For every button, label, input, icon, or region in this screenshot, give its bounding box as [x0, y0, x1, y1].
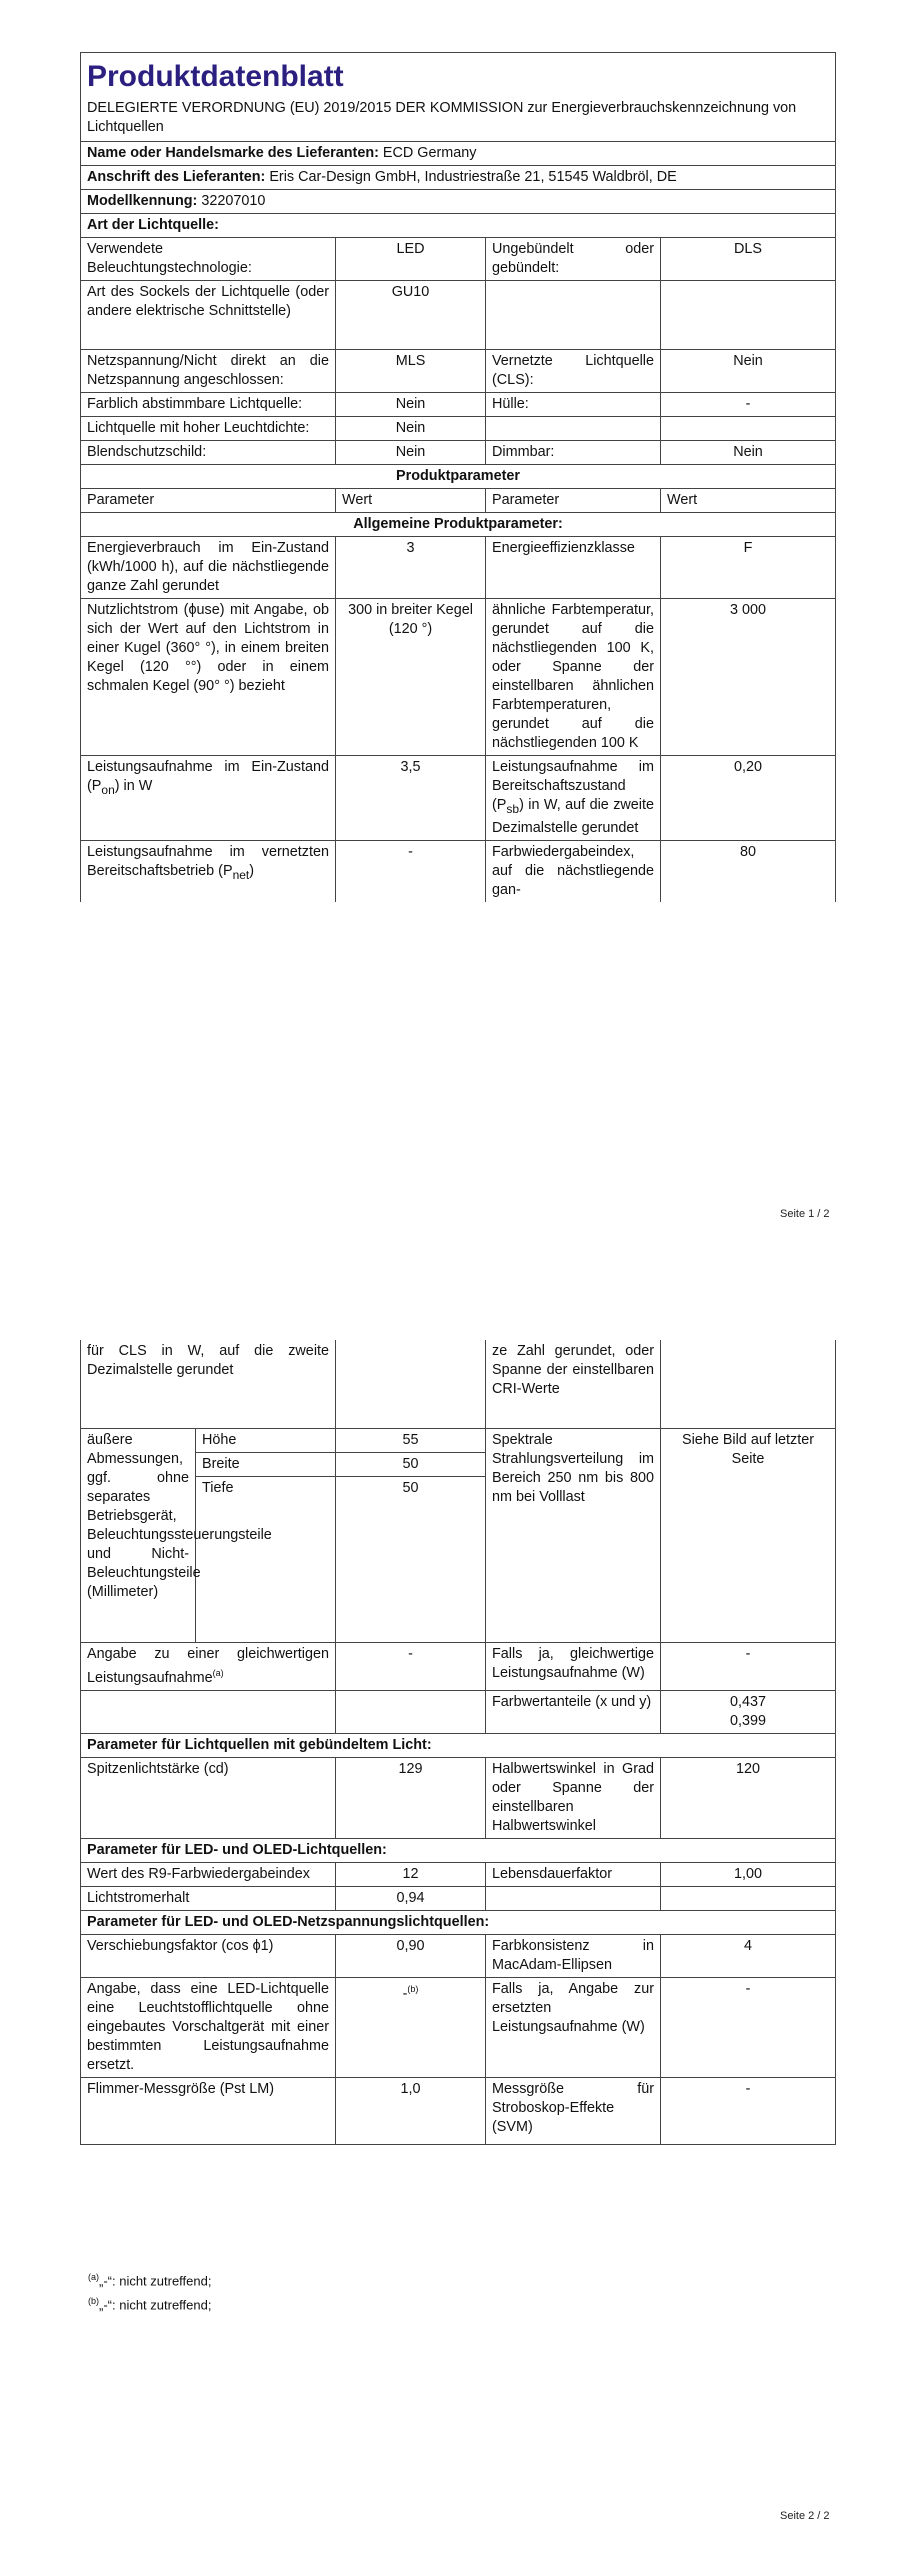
empty-cell	[336, 1690, 486, 1733]
empty-cell	[486, 281, 661, 350]
model-value: 32207010	[201, 193, 266, 209]
color-consistency-value: 4	[661, 1934, 836, 1977]
envelope-label: Hülle:	[486, 393, 661, 417]
directional-heading: Parameter für Lichtquellen mit gebündeltem Licht:	[81, 1733, 836, 1757]
width-label: Breite	[196, 1453, 336, 1477]
equivalent-power-yes-label: Falls ja, gleichwertige Leistungsaufnahme (W)	[486, 1643, 661, 1691]
high-luminance-label: Lichtquelle mit hoher Leuchtdichte:	[81, 417, 336, 441]
height-label: Höhe	[196, 1429, 336, 1453]
networked-standby-label: Leistungsaufnahme im vernetzten Bereitschaftsbetrieb $(P_{net})$	[81, 840, 336, 902]
mains-value: MLS	[336, 350, 486, 393]
power-on-label: Leistungsaufnahme im Ein-Zustand $(P_{on})$ in W	[81, 756, 336, 841]
peak-intensity-value: 129	[336, 1757, 486, 1838]
beam-angle-label: Halbwertswinkel in Grad oder Spanne der einstellbaren Halbwertswinkel	[486, 1757, 661, 1838]
spectral-distribution-label: Spektrale Strahlungsverteilung im Bereich 250 nm bis 800 nm bei Volllast	[486, 1429, 661, 1643]
color-consistency-label: Farbkonsistenz in MacAdam-Ellipsen	[486, 1934, 661, 1977]
lumen-maintenance-label: Lichtstromerhalt	[81, 1886, 336, 1910]
equivalent-power-label: Angabe zu einer gleichwertigen Leistungsaufnahme$^{(a)}$	[81, 1643, 336, 1691]
glare-shield-value: Nein	[336, 441, 486, 465]
power-factor-value: 0,90	[336, 1934, 486, 1977]
supplier-name-label: Name oder Handelsmarke des Lieferanten:	[87, 145, 379, 161]
useful-flux-value: 300 in breiter Kegel (120 °)	[336, 599, 486, 756]
col-header-param: Parameter	[486, 489, 661, 513]
spectral-distribution-value: Siehe Bild auf letzter Seite	[661, 1429, 836, 1643]
empty-cell	[661, 417, 836, 441]
page-number-2: Seite 2 / 2	[780, 2510, 830, 2522]
height-value: 55	[336, 1429, 486, 1453]
replacement-label: Angabe, dass eine LED-Lichtquelle eine Leuchtstofflichtquelle ohne eingebautes Vorschaltgerät mit einer bestimmten Leistungsaufnahme ersetzt.	[81, 1977, 336, 2077]
energy-consumption-value: 3	[336, 537, 486, 599]
empty-cell	[661, 1886, 836, 1910]
r9-value: 12	[336, 1862, 486, 1886]
datasheet-table-part2	[80, 1340, 836, 2145]
led-heading: Parameter für LED- und OLED-Lichtquellen:	[81, 1838, 836, 1862]
networked-standby-label-cont: für CLS in W, auf die zweite Dezimalstelle gerundet	[81, 1340, 336, 1429]
product-params-heading: Produktparameter	[81, 465, 836, 489]
cri-value: 80	[661, 840, 836, 902]
standby-power-label: Leistungsaufnahme im Bereitschaftszustand $(P_{sb})$ in W, auf die zweite Dezimalstelle gerundet	[486, 756, 661, 841]
tech-value: LED	[336, 238, 486, 281]
col-header-value: Wert	[661, 489, 836, 513]
dimmable-value: Nein	[661, 441, 836, 465]
supplier-name-value: ECD Germany	[382, 145, 477, 161]
equivalent-power-yes-value: -	[661, 1643, 836, 1691]
page-title: Produktdatenblatt	[87, 60, 344, 93]
model-row	[81, 190, 836, 214]
color-tunable-label: Farblich abstimmbare Lichtquelle:	[81, 393, 336, 417]
socket-label: Art des Sockels der Lichtquelle (oder andere elektrische Schnittstelle)	[81, 281, 336, 350]
r9-label: Wert des R9-Farbwiedergabeindex	[81, 1862, 336, 1886]
chromaticity-x: 0,437	[730, 1693, 767, 1710]
replacement-value: -$^{(b)}$	[336, 1977, 486, 2077]
model-label: Modellkennung:	[87, 193, 198, 209]
cct-value: 3 000	[661, 599, 836, 756]
width-value: 50	[336, 1453, 486, 1477]
mains-label: Netzspannung/Nicht direkt an die Netzspannung angeschlossen:	[81, 350, 336, 393]
standby-power-value: 0,20	[661, 756, 836, 841]
cct-label: ähnliche Farbtemperatur, gerundet auf die nächstliegenden 100 K, oder Spanne der einstellbaren ähnlichen Farbtemperaturen, gerundet auf die nächstliegenden 100 K	[486, 599, 661, 756]
high-luminance-value: Nein	[336, 417, 486, 441]
header-cell	[81, 53, 836, 142]
tech-label: Verwendete Beleuchtungstechnologie:	[81, 238, 336, 281]
power-factor-label: Verschiebungsfaktor (cos ϕ1)	[81, 1934, 336, 1977]
energy-class-value: F	[661, 537, 836, 599]
col-header-value: Wert	[336, 489, 486, 513]
empty-cell	[336, 1500, 486, 1643]
empty-cell	[486, 1886, 661, 1910]
glare-shield-label: Blendschutzschild:	[81, 441, 336, 465]
dimensions-label: äußere Abmessungen, ggf. ohne separates Betriebsgerät, Beleuchtungssteuerungsteile und Nicht-Beleuchtungsteile (Millimeter)	[81, 1429, 196, 1643]
energy-consumption-label: Energieverbrauch im Ein-Zustand (kWh/1000 h), auf die nächstliegende ganze Zahl gerundet	[81, 537, 336, 599]
peak-intensity-label: Spitzenlichtstärke (cd)	[81, 1757, 336, 1838]
envelope-value: -	[661, 393, 836, 417]
survival-factor-value: 1,00	[661, 1862, 836, 1886]
supplier-name-row	[81, 142, 836, 166]
empty-cell	[81, 1690, 336, 1733]
page-2	[80, 1340, 835, 2145]
flicker-label: Flimmer-Messgröße (Pst LM)	[81, 2077, 336, 2144]
depth-value: 50	[336, 1477, 486, 1501]
survival-factor-label: Lebensdauerfaktor	[486, 1862, 661, 1886]
chromaticity-label: Farbwertanteile (x und y)	[486, 1690, 661, 1733]
lightsource-heading: Art der Lichtquelle:	[81, 214, 836, 238]
empty-cell	[486, 417, 661, 441]
footnote-a: $^{(a)}$„-“: nicht zutreffend;	[88, 2272, 212, 2289]
footnote-b: $^{(b)}$„-“: nicht zutreffend;	[88, 2296, 212, 2313]
bundled-label: Ungebündelt oder gebündelt:	[486, 238, 661, 281]
empty-cell	[336, 1340, 486, 1429]
color-tunable-value: Nein	[336, 393, 486, 417]
stroboscopic-label: Messgröße für Stroboskop-Effekte (SVM)	[486, 2077, 661, 2144]
lumen-maintenance-value: 0,94	[336, 1886, 486, 1910]
depth-label: Tiefe	[196, 1477, 336, 1501]
cls-label: Vernetzte Lichtquelle (CLS):	[486, 350, 661, 393]
empty-cell	[661, 1340, 836, 1429]
cri-label-cont: ze Zahl gerundet, oder Spanne der einstellbaren CRI-Werte	[486, 1340, 661, 1429]
beam-angle-value: 120	[661, 1757, 836, 1838]
empty-cell	[661, 281, 836, 350]
chromaticity-value	[661, 1690, 836, 1733]
general-params-heading: Allgemeine Produktparameter:	[81, 513, 836, 537]
regulation-subtitle: DELEGIERTE VERORDNUNG (EU) 2019/2015 DER KOMMISSION zur Energieverbrauchskennzeichnung von Lichtquellen	[87, 100, 797, 135]
empty-cell	[196, 1500, 336, 1643]
led-mains-heading: Parameter für LED- und OLED-Netzspannungslichtquellen:	[81, 1910, 836, 1934]
flicker-value: 1,0	[336, 2077, 486, 2144]
networked-standby-value: -	[336, 840, 486, 902]
equivalent-power-value: -	[336, 1643, 486, 1691]
replaced-power-label: Falls ja, Angabe zur ersetzten Leistungsaufnahme (W)	[486, 1977, 661, 2077]
energy-class-label: Energieeffizienzklasse	[486, 537, 661, 599]
replaced-power-value: -	[661, 1977, 836, 2077]
dimmable-label: Dimmbar:	[486, 441, 661, 465]
power-on-value: 3,5	[336, 756, 486, 841]
page-number-1: Seite 1 / 2	[780, 1208, 830, 1220]
col-header-param: Parameter	[81, 489, 336, 513]
supplier-address-value: Eris Car-Design GmbH, Industriestraße 21, 51545 Waldbröl, DE	[269, 169, 677, 185]
supplier-address-label: Anschrift des Lieferanten:	[87, 169, 266, 185]
chromaticity-y: 0,399	[730, 1712, 767, 1729]
socket-value: GU10	[336, 281, 486, 350]
supplier-address-row	[81, 166, 836, 190]
cls-value: Nein	[661, 350, 836, 393]
bundled-value: DLS	[661, 238, 836, 281]
cri-label: Farbwiedergabeindex, auf die nächstliegende gan-	[486, 840, 661, 902]
useful-flux-label: Nutzlichtstrom (ϕuse) mit Angabe, ob sich der Wert auf den Lichtstrom in einer Kugel (360° °), in einem breiten Kegel (120 °°) oder in einem schmalen Kegel (90° °) bezieht	[81, 599, 336, 756]
datasheet-table-part1	[80, 52, 836, 902]
page-1	[80, 52, 835, 902]
stroboscopic-value: -	[661, 2077, 836, 2144]
